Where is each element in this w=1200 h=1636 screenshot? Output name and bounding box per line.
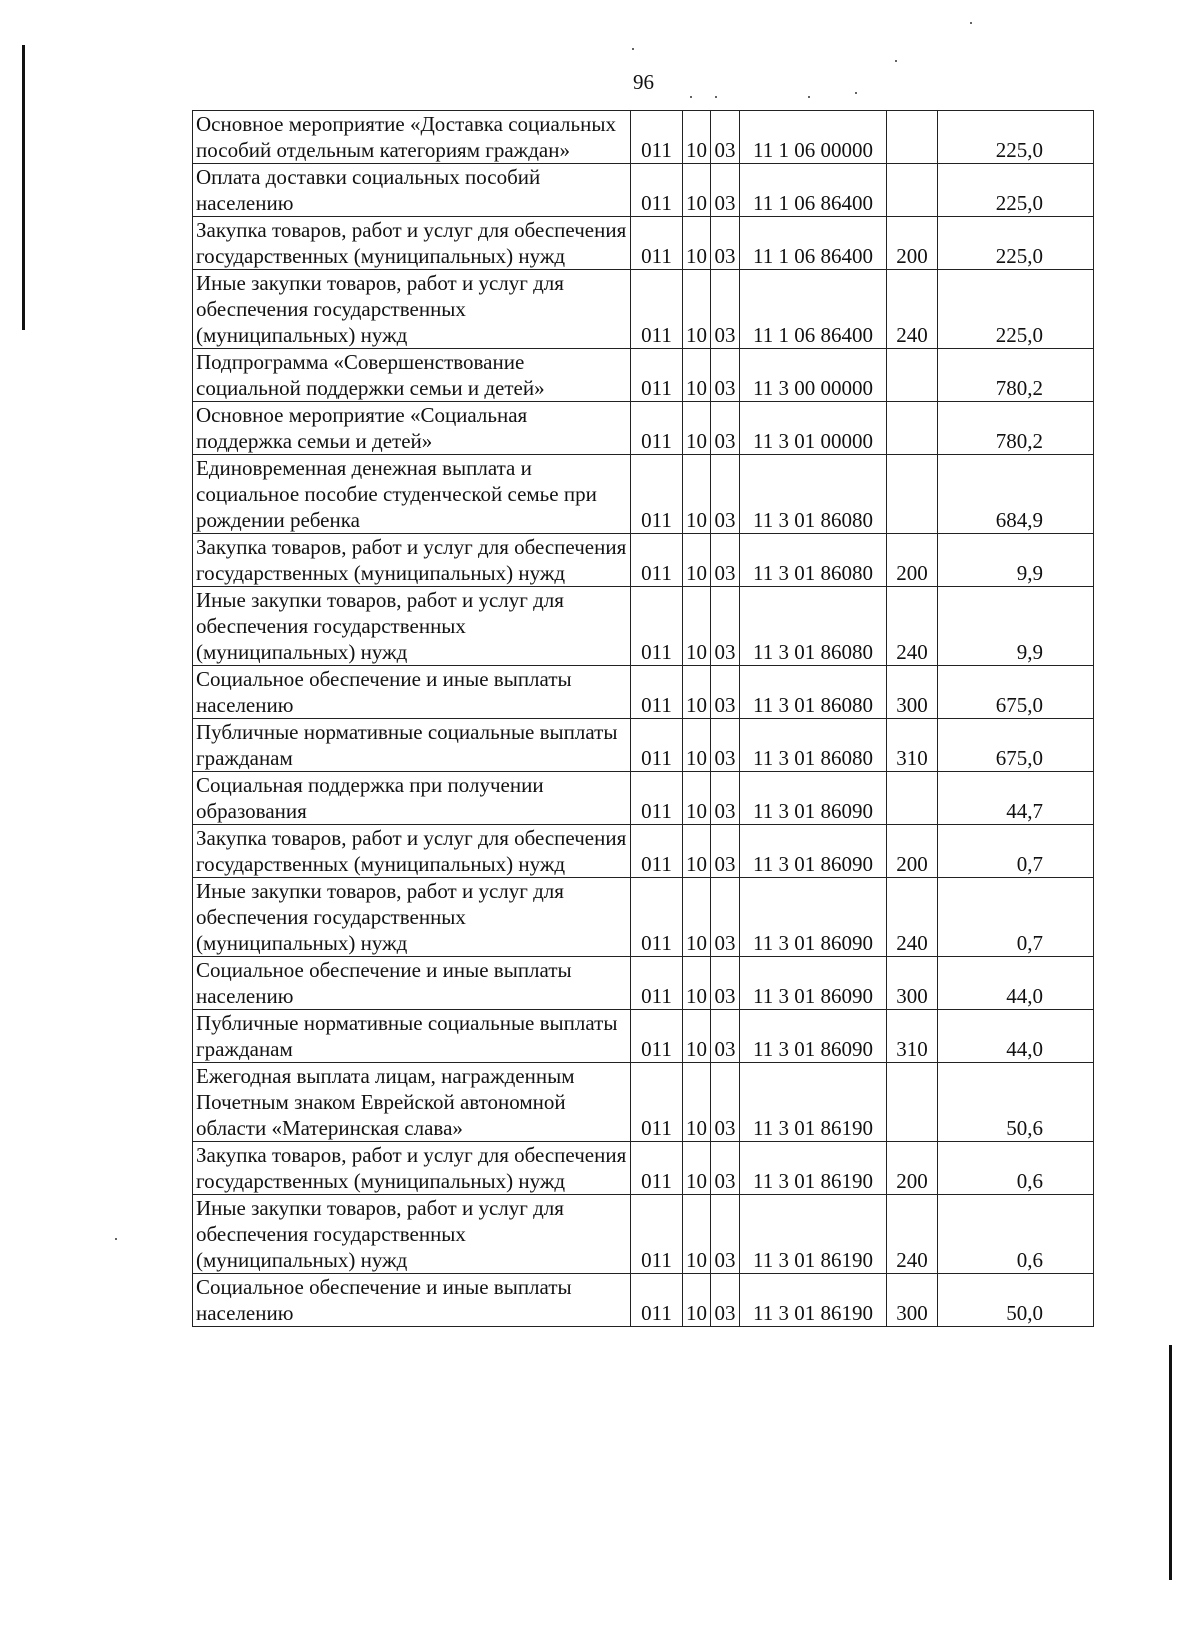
table-row	[193, 270, 1094, 349]
budget-table	[192, 110, 1094, 1327]
subsection-code: 03	[711, 1142, 740, 1195]
target-article: 11 1 06 86400	[740, 270, 887, 349]
expense-type: 240	[887, 587, 938, 666]
subsection-code: 03	[711, 825, 740, 878]
section-code: 10	[683, 772, 711, 825]
target-article: 11 1 06 00000	[740, 111, 887, 164]
admin-code: 011	[631, 402, 683, 455]
amount: 44,7	[938, 772, 1094, 825]
row-name: Публичные нормативные социальные выплаты гражданам	[193, 1010, 631, 1063]
table-row	[193, 1195, 1094, 1274]
subsection-code: 03	[711, 1063, 740, 1142]
table-row	[193, 534, 1094, 587]
amount: 780,2	[938, 402, 1094, 455]
amount: 0,7	[938, 878, 1094, 957]
subsection-code: 03	[711, 164, 740, 217]
target-article: 11 3 01 86090	[740, 1010, 887, 1063]
table-row	[193, 957, 1094, 1010]
admin-code: 011	[631, 587, 683, 666]
section-code: 10	[683, 1010, 711, 1063]
target-article: 11 3 01 86090	[740, 957, 887, 1010]
scan-speck	[808, 96, 810, 98]
section-code: 10	[683, 878, 711, 957]
expense-type: 200	[887, 1142, 938, 1195]
row-name: Закупка товаров, работ и услуг для обеспечения государственных (муниципальных) нужд	[193, 534, 631, 587]
section-code: 10	[683, 666, 711, 719]
target-article: 11 3 01 86190	[740, 1195, 887, 1274]
target-article: 11 3 01 86080	[740, 587, 887, 666]
target-article: 11 3 01 86190	[740, 1142, 887, 1195]
section-code: 10	[683, 1063, 711, 1142]
admin-code: 011	[631, 534, 683, 587]
target-article: 11 3 00 00000	[740, 349, 887, 402]
scan-speck	[690, 96, 692, 98]
row-name: Подпрограмма «Совершенствование социальной поддержки семьи и детей»	[193, 349, 631, 402]
subsection-code: 03	[711, 1010, 740, 1063]
expense-type: 240	[887, 878, 938, 957]
table-row	[193, 111, 1094, 164]
table-row	[193, 164, 1094, 217]
row-name: Социальное обеспечение и иные выплаты населению	[193, 666, 631, 719]
amount: 50,6	[938, 1063, 1094, 1142]
admin-code: 011	[631, 455, 683, 534]
scan-speck	[115, 1238, 117, 1240]
target-article: 11 3 01 86090	[740, 878, 887, 957]
table-row	[193, 719, 1094, 772]
section-code: 10	[683, 1142, 711, 1195]
table-row	[193, 772, 1094, 825]
section-code: 10	[683, 217, 711, 270]
row-name: Иные закупки товаров, работ и услуг для обеспечения государственных (муниципальных) нужд	[193, 878, 631, 957]
amount: 780,2	[938, 349, 1094, 402]
section-code: 10	[683, 111, 711, 164]
expense-type	[887, 1063, 938, 1142]
section-code: 10	[683, 587, 711, 666]
expense-type	[887, 402, 938, 455]
row-name: Публичные нормативные социальные выплаты гражданам	[193, 719, 631, 772]
row-name: Закупка товаров, работ и услуг для обеспечения государственных (муниципальных) нужд	[193, 825, 631, 878]
expense-type: 310	[887, 1010, 938, 1063]
scan-speck	[715, 96, 717, 98]
subsection-code: 03	[711, 455, 740, 534]
admin-code: 011	[631, 111, 683, 164]
expense-type	[887, 772, 938, 825]
section-code: 10	[683, 1195, 711, 1274]
subsection-code: 03	[711, 772, 740, 825]
subsection-code: 03	[711, 719, 740, 772]
section-code: 10	[683, 455, 711, 534]
table-row	[193, 587, 1094, 666]
section-code: 10	[683, 1274, 711, 1327]
row-name: Единовременная денежная выплата и социальное пособие студенческой семье при рождении ребенка	[193, 455, 631, 534]
amount: 0,6	[938, 1142, 1094, 1195]
section-code: 10	[683, 957, 711, 1010]
admin-code: 011	[631, 957, 683, 1010]
expense-type	[887, 455, 938, 534]
subsection-code: 03	[711, 666, 740, 719]
admin-code: 011	[631, 164, 683, 217]
admin-code: 011	[631, 666, 683, 719]
row-name: Ежегодная выплата лицам, награжденным Почетным знаком Еврейской автономной области «Материнская слава»	[193, 1063, 631, 1142]
expense-type	[887, 111, 938, 164]
row-name: Иные закупки товаров, работ и услуг для обеспечения государственных (муниципальных) нужд	[193, 270, 631, 349]
section-code: 10	[683, 825, 711, 878]
table-row	[193, 349, 1094, 402]
amount: 684,9	[938, 455, 1094, 534]
page-number: 96	[633, 70, 654, 94]
section-code: 10	[683, 164, 711, 217]
table-row	[193, 1010, 1094, 1063]
subsection-code: 03	[711, 534, 740, 587]
subsection-code: 03	[711, 270, 740, 349]
expense-type: 200	[887, 825, 938, 878]
row-name: Закупка товаров, работ и услуг для обеспечения государственных (муниципальных) нужд	[193, 1142, 631, 1195]
table-row	[193, 1142, 1094, 1195]
amount: 50,0	[938, 1274, 1094, 1327]
target-article: 11 3 01 86080	[740, 534, 887, 587]
admin-code: 011	[631, 719, 683, 772]
table-row	[193, 402, 1094, 455]
scan-edge-right	[1169, 1345, 1172, 1580]
admin-code: 011	[631, 217, 683, 270]
expense-type: 240	[887, 270, 938, 349]
admin-code: 011	[631, 825, 683, 878]
row-name: Социальная поддержка при получении образования	[193, 772, 631, 825]
table-row	[193, 217, 1094, 270]
admin-code: 011	[631, 270, 683, 349]
target-article: 11 3 01 86080	[740, 719, 887, 772]
target-article: 11 1 06 86400	[740, 217, 887, 270]
section-code: 10	[683, 719, 711, 772]
admin-code: 011	[631, 1063, 683, 1142]
row-name: Оплата доставки социальных пособий населению	[193, 164, 631, 217]
amount: 225,0	[938, 111, 1094, 164]
subsection-code: 03	[711, 587, 740, 666]
subsection-code: 03	[711, 878, 740, 957]
section-code: 10	[683, 270, 711, 349]
table-row	[193, 1274, 1094, 1327]
expense-type: 300	[887, 1274, 938, 1327]
target-article: 11 3 01 86190	[740, 1274, 887, 1327]
target-article: 11 3 01 86080	[740, 666, 887, 719]
table-row	[193, 825, 1094, 878]
target-article: 11 3 01 86090	[740, 825, 887, 878]
table-body	[193, 111, 1094, 1327]
expense-type: 200	[887, 217, 938, 270]
table-row	[193, 878, 1094, 957]
amount: 675,0	[938, 719, 1094, 772]
amount: 225,0	[938, 164, 1094, 217]
scan-edge-left	[22, 45, 25, 330]
expense-type: 300	[887, 666, 938, 719]
table-row	[193, 455, 1094, 534]
expense-type	[887, 164, 938, 217]
admin-code: 011	[631, 349, 683, 402]
target-article: 11 1 06 86400	[740, 164, 887, 217]
row-name: Закупка товаров, работ и услуг для обеспечения государственных (муниципальных) нужд	[193, 217, 631, 270]
amount: 9,9	[938, 534, 1094, 587]
amount: 44,0	[938, 957, 1094, 1010]
target-article: 11 3 01 86190	[740, 1063, 887, 1142]
scan-speck	[855, 92, 857, 94]
subsection-code: 03	[711, 1274, 740, 1327]
scan-speck	[895, 60, 897, 62]
row-name: Иные закупки товаров, работ и услуг для обеспечения государственных (муниципальных) нужд	[193, 587, 631, 666]
section-code: 10	[683, 349, 711, 402]
subsection-code: 03	[711, 957, 740, 1010]
admin-code: 011	[631, 772, 683, 825]
row-name: Иные закупки товаров, работ и услуг для обеспечения государственных (муниципальных) нужд	[193, 1195, 631, 1274]
scan-speck	[970, 22, 972, 24]
row-name: Основное мероприятие «Доставка социальных пособий отдельным категориям граждан»	[193, 111, 631, 164]
admin-code: 011	[631, 878, 683, 957]
section-code: 10	[683, 402, 711, 455]
subsection-code: 03	[711, 1195, 740, 1274]
admin-code: 011	[631, 1274, 683, 1327]
expense-type: 200	[887, 534, 938, 587]
amount: 0,6	[938, 1195, 1094, 1274]
target-article: 11 3 01 86080	[740, 455, 887, 534]
subsection-code: 03	[711, 402, 740, 455]
subsection-code: 03	[711, 111, 740, 164]
subsection-code: 03	[711, 217, 740, 270]
section-code: 10	[683, 534, 711, 587]
subsection-code: 03	[711, 349, 740, 402]
amount: 9,9	[938, 587, 1094, 666]
amount: 675,0	[938, 666, 1094, 719]
target-article: 11 3 01 86090	[740, 772, 887, 825]
expense-type	[887, 349, 938, 402]
expense-type: 310	[887, 719, 938, 772]
row-name: Социальное обеспечение и иные выплаты населению	[193, 1274, 631, 1327]
row-name: Социальное обеспечение и иные выплаты населению	[193, 957, 631, 1010]
table-row	[193, 1063, 1094, 1142]
target-article: 11 3 01 00000	[740, 402, 887, 455]
admin-code: 011	[631, 1195, 683, 1274]
admin-code: 011	[631, 1142, 683, 1195]
amount: 0,7	[938, 825, 1094, 878]
amount: 225,0	[938, 270, 1094, 349]
amount: 225,0	[938, 217, 1094, 270]
amount: 44,0	[938, 1010, 1094, 1063]
expense-type: 240	[887, 1195, 938, 1274]
scan-speck	[632, 48, 634, 50]
row-name: Основное мероприятие «Социальная поддержка семьи и детей»	[193, 402, 631, 455]
admin-code: 011	[631, 1010, 683, 1063]
table-row	[193, 666, 1094, 719]
expense-type: 300	[887, 957, 938, 1010]
